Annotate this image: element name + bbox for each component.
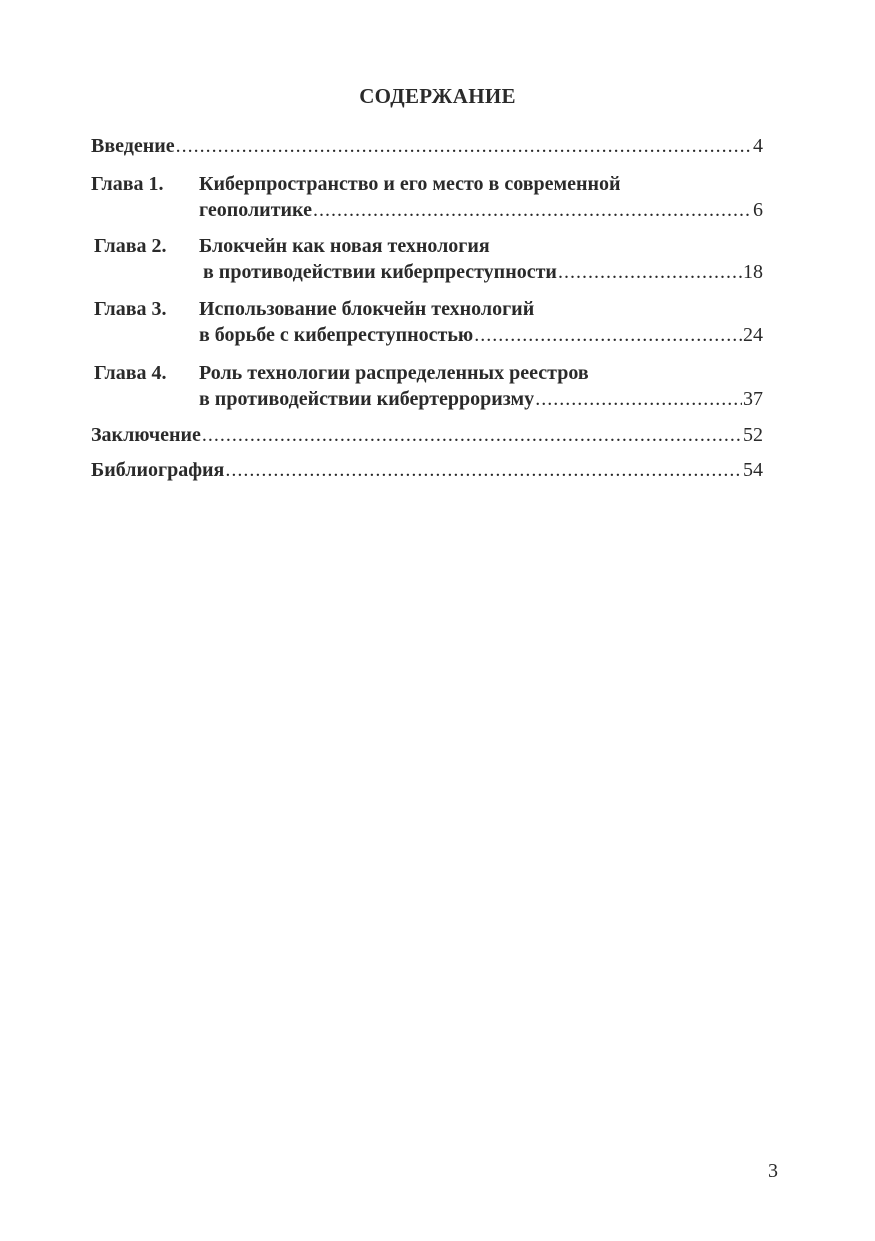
toc-entry-page: 52 [743, 424, 763, 446]
toc-entry-title: Заключение [91, 424, 201, 446]
toc-entry-title: Введение [91, 135, 175, 157]
toc-entry-title: Библиография [91, 459, 225, 481]
toc-entry-title: Использование блокчейн технологий [199, 298, 535, 320]
toc-title: СОДЕРЖАНИЕ [359, 84, 516, 108]
toc-entry-conclusion[interactable] [91, 422, 763, 448]
toc-entry-page: 24 [743, 324, 763, 346]
toc-entry-chapter-1[interactable] [91, 171, 763, 223]
toc-entry-title-continued: геополитике [199, 199, 312, 221]
toc-entry-label: Глава 2. [94, 235, 167, 257]
toc-entry-page: 4 [753, 135, 763, 157]
toc-entry-title-continued: в противодействии кибертерроризму [199, 388, 535, 410]
dot-leader [535, 386, 742, 412]
toc-entry-title-continued: в противодействии киберпреступности [203, 261, 557, 283]
dot-leader [313, 197, 752, 223]
toc-entry-label: Глава 1. [91, 173, 164, 195]
dot-leader [225, 457, 742, 483]
dot-leader [474, 322, 742, 348]
toc-entry-title: Киберпространство и его место в современной [199, 173, 621, 195]
toc-entry-title: Роль технологии распределенных реестров [199, 362, 589, 384]
toc-entry-title: Блокчейн как новая технология [199, 235, 490, 257]
toc-entry-page: 37 [743, 388, 763, 410]
toc-entry-introduction[interactable] [91, 133, 763, 159]
toc-entry-page: 18 [743, 261, 763, 283]
page-number: 3 [768, 1160, 778, 1182]
dot-leader [202, 422, 742, 448]
toc-entry-chapter-4[interactable] [91, 360, 763, 412]
toc-entry-page: 54 [743, 459, 763, 481]
toc-entry-label: Глава 3. [94, 298, 167, 320]
dot-leader [558, 259, 742, 285]
toc-entry-label: Глава 4. [94, 362, 167, 384]
toc-entry-page: 6 [753, 199, 763, 221]
dot-leader [176, 133, 752, 159]
toc-entry-chapter-3[interactable] [91, 296, 763, 348]
toc-entry-bibliography[interactable] [91, 457, 763, 483]
toc-entry-title-continued: в борьбе с кибепреступностью [199, 324, 474, 346]
toc-entry-chapter-2[interactable] [91, 233, 763, 285]
